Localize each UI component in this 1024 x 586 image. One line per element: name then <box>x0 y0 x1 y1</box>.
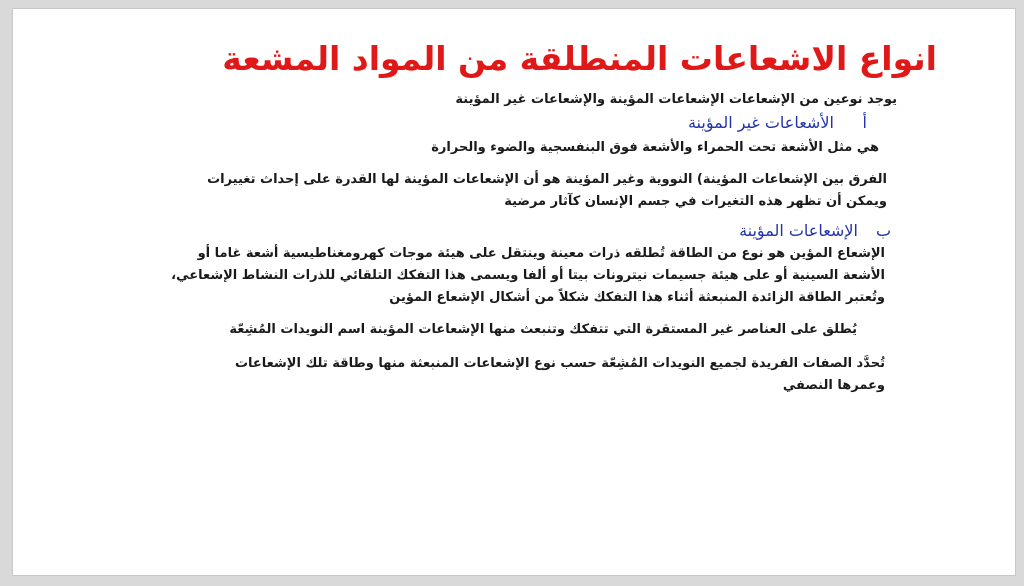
slide-content <box>171 37 937 397</box>
section-a-marker: أ <box>862 113 867 132</box>
section-b-heading-text: الإشعاعات المؤينة <box>739 221 858 240</box>
section-a-heading <box>177 111 867 135</box>
slide <box>12 8 1016 576</box>
section-a-paragraph-2: الفرق بين الإشعاعات المؤينة) النووية وغير المؤينة هو أن الإشعاعات المؤينة لها القدرة على إحداث تغييرات ويمكن أن تظهر هذه التغيرات في جسم الإنسان كآثار مرضية <box>207 172 887 209</box>
section-b-paragraph-2: يُطلق على العناصر غير المستقرة التي تتفكك وتنبعث منها الإشعاعات المؤينة اسم النويدات المُشِعّة <box>229 322 857 337</box>
section-b-paragraph-3: تُحدَّد الصفات الفريدة لجميع النويدات المُشِعّة حسب نوع الإشعاعات المنبعثة منها وطاقة تلك الإشعاعات وعمرها النصفي <box>234 356 885 393</box>
section-b-paragraph-1: الإشعاع المؤين هو نوع من الطاقة تُطلقه ذرات معينة وينتقل على هيئة موجات كهرومغناطيسية أشعة غاما أو الأشعة السينية أو على هيئة جسيمات نيترونات بيتا أو ألفا ويسمى هذا التفكك التلقائي للذرات النشاط الإشعاعي، وتُعتبر الطاقة الزائدة المنبعثة أثناء هذا التفكك شكلاً من أشكال الإشعاع المؤين <box>171 246 885 305</box>
intro-text: يوجد نوعين من الإشعاعات الإشعاعات المؤينة والإشعاعات غير المؤينة <box>455 92 897 107</box>
section-b-heading <box>177 219 891 243</box>
slide-title: انواع الاشعاعات المنطلقة من المواد المشعة <box>222 39 937 78</box>
section-b-marker: ب <box>875 221 891 240</box>
section-a-heading-text: الأشعاعات غير المؤينة <box>687 113 834 132</box>
section-a-paragraph-1: هي مثل الأشعة تحت الحمراء والأشعة فوق البنفسجية والضوء والحرارة <box>431 140 879 155</box>
